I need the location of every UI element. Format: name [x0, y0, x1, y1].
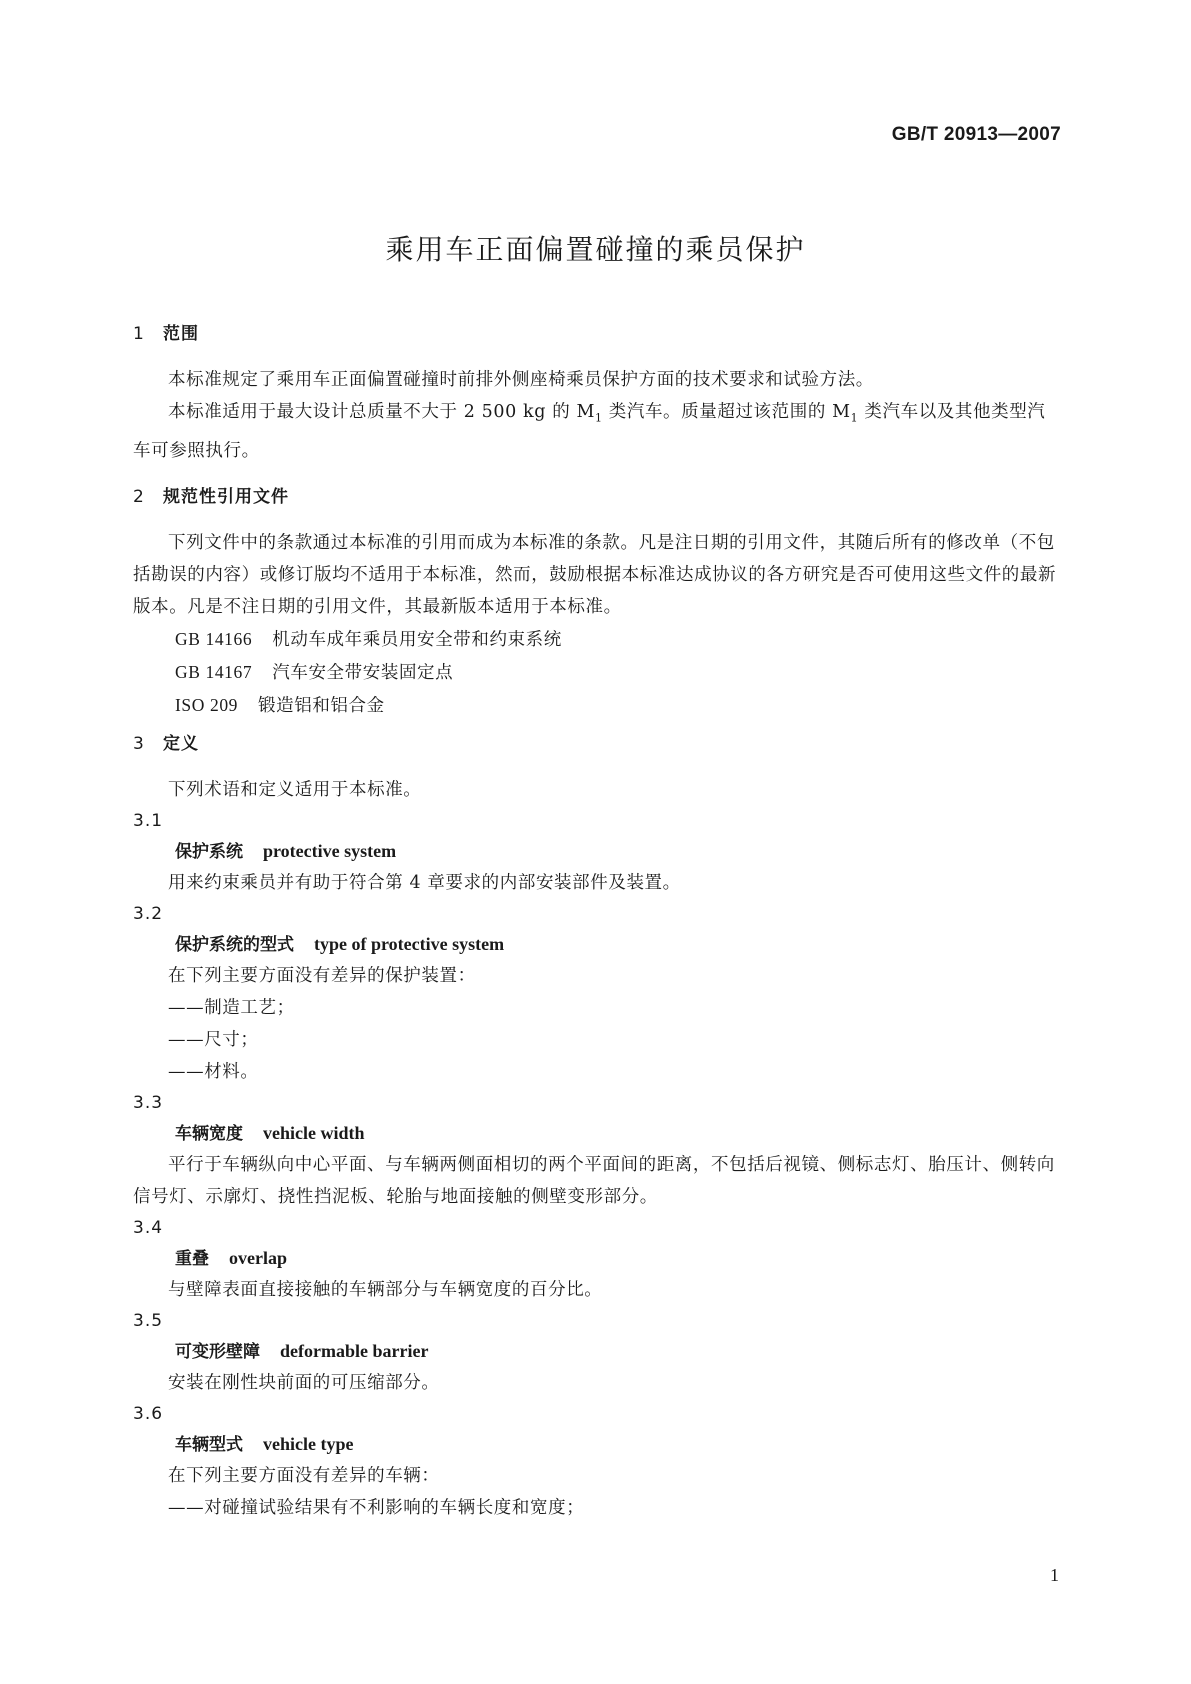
definitions-list — [133, 806, 1058, 1524]
section-1-paragraph-2: 本标准适用于最大设计总质量不大于 2 500 kg 的 $M_1$ 类汽车。质量超过该范围的 $M_1$ 类汽车以及其他类型汽车可参照执行。 — [133, 402, 1046, 461]
section-3-intro: 下列术语和定义适用于本标准。 — [168, 779, 422, 800]
definition-text: ——对碰撞试验结果有不利影响的车辆长度和宽度； — [168, 1497, 585, 1518]
document-title: 乘用车正面偏置碰撞的乘员保护 — [385, 233, 806, 266]
reference-item: GB 14166 机动车成年乘员用安全带和约束系统 — [175, 628, 562, 650]
definition-text: ——尺寸； — [168, 1029, 259, 1050]
section-heading-3: 3 定义 — [133, 733, 199, 754]
term-english: deformable barrier — [280, 1340, 429, 1361]
section-2-paragraph-1: 下列文件中的条款通过本标准的引用而成为本标准的条款。凡是注日期的引用文件，其随后所有的修改单（不包括勘误的内容）或修订版均不适用于本标准，然而，鼓励根据本标准达成协议的各方研究是否可使用这些文件的最新版本。凡是不注日期的引用文件，其最新版本适用于本标准。 — [133, 532, 1057, 617]
definition-text: 在下列主要方面没有差异的保护装置： — [168, 965, 476, 986]
term-chinese: 保护系统 — [175, 841, 243, 862]
definition-number: 3.1 — [133, 810, 164, 831]
term-english: vehicle width — [263, 1122, 365, 1143]
definition-text: 在下列主要方面没有差异的车辆： — [168, 1465, 440, 1486]
term-chinese: 车辆宽度 — [175, 1123, 243, 1144]
definition-number: 3.5 — [133, 1310, 164, 1331]
reference-item: GB 14167 汽车安全带安装固定点 — [175, 661, 454, 683]
definition-term — [133, 1243, 1058, 1274]
term-english: protective system — [263, 840, 397, 861]
definition-text: 用来约束乘员并有助于符合第 4 章要求的内部安装部件及装置。 — [168, 872, 681, 893]
reference-item: ISO 209 锻造铝和铝合金 — [175, 694, 385, 716]
section-heading-2: 2 规范性引用文件 — [133, 486, 289, 507]
page-number: 1 — [1050, 1565, 1059, 1585]
definition-text: ——材料。 — [168, 1061, 259, 1082]
term-english: type of protective system — [314, 933, 505, 954]
term-chinese: 车辆型式 — [175, 1434, 243, 1455]
definition-term — [133, 1118, 1058, 1149]
section-1-paragraph-1: 本标准规定了乘用车正面偏置碰撞时前排外侧座椅乘员保护方面的技术要求和试验方法。 — [168, 370, 874, 390]
definition-text: ——制造工艺； — [168, 997, 295, 1018]
standard-code: GB/T 20913—2007 — [891, 124, 1061, 145]
definition-term — [133, 929, 1058, 960]
term-chinese: 重叠 — [175, 1248, 209, 1269]
term-chinese: 保护系统的型式 — [175, 934, 294, 955]
definition-text: 安装在刚性块前面的可压缩部分。 — [168, 1372, 440, 1393]
definition-term — [133, 836, 1058, 867]
definition-number: 3.4 — [133, 1217, 164, 1238]
term-english: overlap — [229, 1247, 287, 1268]
definition-number: 3.2 — [133, 903, 164, 924]
definition-number: 3.6 — [133, 1403, 164, 1424]
term-english: vehicle type — [263, 1433, 354, 1454]
definition-term — [133, 1429, 1058, 1460]
definition-text: 平行于车辆纵向中心平面、与车辆两侧面相切的两个平面间的距离，不包括后视镜、侧标志灯、胎压计、侧转向信号灯、示廓灯、挠性挡泥板、轮胎与地面接触的侧壁变形部分。 — [133, 1154, 1055, 1207]
document-body — [133, 318, 1058, 1524]
section-heading-1: 1 范围 — [133, 324, 199, 344]
term-chinese: 可变形壁障 — [175, 1341, 260, 1362]
definition-term — [133, 1336, 1058, 1367]
definition-number: 3.3 — [133, 1092, 164, 1113]
definition-text: 与壁障表面直接接触的车辆部分与车辆宽度的百分比。 — [168, 1279, 603, 1300]
